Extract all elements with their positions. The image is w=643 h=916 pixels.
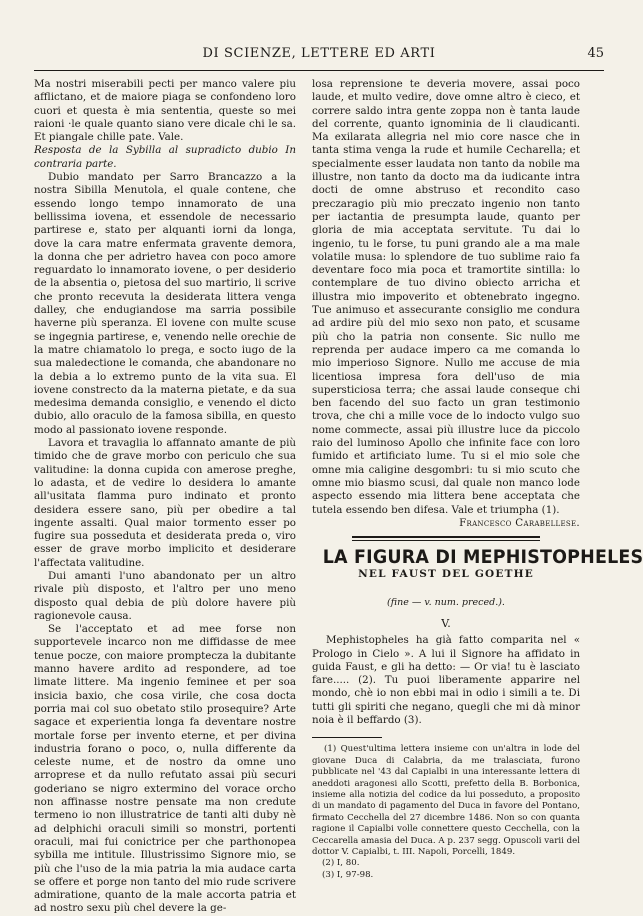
right-column: [312, 78, 643, 881]
header-rule: [34, 70, 604, 71]
body-paragraph: Dui amanti l'uno abandonato per un altro rivale più disposto, et l'altro per uno meno disposto qual debia de più dolore havere più ragionevole causa.: [34, 569, 296, 622]
running-title: DI SCIENZE, LETTERE ED ARTI: [202, 46, 436, 61]
article-title: LA FIGURA DI MEPHISTOPHELES: [322, 546, 643, 569]
article-divider: [352, 536, 540, 538]
left-column: [34, 78, 296, 916]
author-signature: Francesco Carabellese.: [459, 516, 580, 529]
opening-paragraph: Ma nostri miserabili pecti per manco valere piu afflictano, et de maiore piaga se confondeno loro cuori et questa è mia sententia, queste so mei raioni ·le quale quanto siano vere dicale chi le sa. Et piangale chille pate. Vale.: [34, 78, 296, 144]
page-number: 45: [587, 46, 604, 61]
continuation-paragraph: losa reprensione te deveria movere, assai poco laude, et multo vedire, dove omne altro è cieco, et correre saldo intra gente zoppa non è tanta laude del corrente, quanto ignominia de li claudicanti. Ma exilarata allegria nel mio core nasce che in tanta stima venga la rude et humile Cecharella; et specialmente esser laudata non tanto da nobile ma illustre, non tanto da docto ma da iudicante intra docti de omne abstruso et recondito caso preczaragio più mio preczato ingenio non tanto per iactantia de presumpta laude, quanto per gloria de mia acceptata servitute. Tu dai lo ingenio, tu le forse, tu puni grando ale a ma male volatile musa: lo splendore de tuo sublime raio fa deventare foco mia poca et tramortite sintilla: lo contemplare de tuo divino obiecto arricha et illustra mio impoverito et obtenebrato ingegno. Tue animuso et assecurante consiglio me condura ad ardire più del mio sexo non pato, et scusame più cho la patria non consente. Sic nullo me reprenda per audace impero ca me comanda lo mio imperioso Signore. Nullo me accuse de mia licentiosa impresa fora dell'uso de mia supersticiosa terra; che assai laude conseque chi ben facendo del suo facto un gran testimonio trova, che chi a mille voce de lo indocto vulgo suo nome commecte, assai più illustre luce da piccolo raio del luminoso Apollo che infinite face con loro fumido et artificiato lume. Tu si el mio sole che omne mia caligine desgombri: tu si mio scuto che omne mio biasmo scusi, dal quale non manco lode aspecto essendo mia littera bene acceptata che tutela essendo ben difesa. Vale et triumpha (1).: [312, 78, 580, 516]
footnote: (2) I, 80.: [322, 858, 360, 869]
page-header: [34, 46, 604, 66]
footnote-rule: [312, 737, 382, 738]
reply-title: Resposta de la Sybilla al supradicto dubio In contraria parte.: [34, 144, 296, 170]
footnotes: [312, 744, 580, 881]
section-numeral: V.: [441, 616, 451, 630]
article-divider-thin: [352, 540, 540, 541]
continued-note: (fine — v. num. preced.).: [387, 596, 505, 608]
body-paragraph: Dubio mandato per Sarro Brancazzo a la nostra Sibilla Menutola, el quale contene, che essendo longo tempo innamorato de una bellissima iovena, et essendole de necessario partirese e, stato per alquanti iorni da longa, dove la cara matre enfermata gravente demora, la donna che per adrietro havea con poco amore reguardato lo innamorato iovene, o per desiderio de la absentia o, pietosa del suo martirio, li scrive che pronto recevuta la desiderata littera venga dalley, che endugiandose ma sarria possibile haverne più speranza. El iovene con multe scuse se ingegnia partirese, e, venendo nelle orechie de la matre chiamatolo lo prega, e socto iugo de la sua maledectione le comanda, che abandonare no la debia a lo extremo punto de la vita sua. El iovene constrecto da la materna pietate, e da sua medesima demanda consiglio, e venendo el dicto dubio, allo oraculo de la famosa sibilla, en questo modo al passionato iovene responde.: [34, 171, 296, 436]
footnote: (1) Quest'ultima lettera insieme con un'altra in lode del giovane Duca di Calabria, da me tralasciata, furono pubblicate nel '43 dal Capialbi in una interessante lettera di aneddoti aragonesi allo Scotti, prefetto della B. Borbonica, insieme alla notizia del codice da lui posseduto, a proposito di un mandato di pagamento del Duca in favore del Pontano, firmato Cecchella del 27 dicembre 1486. Non so con quanta ragione il Capialbi volle connettere questo Cecchella, con la Ceccarella amasia del Duca. A p. 237 segg. Opuscoli varii del dottor V. Capialbi, t. III. Napoli, Porcelli, 1849.: [312, 744, 580, 858]
footnote: (3) I, 97-98.: [322, 869, 374, 880]
body-paragraph: Se l'acceptato et ad mee forse non supportevele incarco non me diffidasse de mee tenue pocze, con maiore promptecza la dubitante manno havere ardito ad respondere, ad toe limate littere. Ma ingenio feminee et per soa insicia baxio, che cosa virile, che cosa docta porria mai col suo obetato stilo prosequire? Arte sagace et experientia longa fa deventare nostre mortale forse per invento eterne, et per divina industria forano o poco, o, nulla differente da celeste nume, et de nostro da omne uno arroprese et da nullo refutato assai più securi goderiano se nigro extermino del vorace orcho non affinasse nostre pensate ma non credute termeno io non illustratrice de tanti alti duby nè ad delphichi oraculi simili so monstri, portenti oraculi, mai fui conictrice per che parthonopea sybilla me intitule. Illustrissimo Signore mio, se più che l'uso de la mia patria la mia audace carta se offere et porge non tanto del mio rude scrivere admiratione, quanto de la male accorta patria et ad nostro sexu più chel devere la ge-: [34, 623, 296, 915]
article-subtitle: NEL FAUST DEL GOETHE: [358, 568, 534, 581]
body-paragraph: Lavora et travaglia lo affannato amante de più timido che de grave morbo con periculo che sua valitudine: la donna cupida con amerose preghe, lo adasta, et de vedire lo desidera lo amante all'usitata flamma puro indinato et pronto desidera essere sano, più per obedire a tal ingente assalti. Qual maior tormento esser po fugire sua posseduta et desiderata preda o, viro esser de grave morbo implicito et desiderare l'affectata valitudine.: [34, 437, 296, 569]
article-paragraph: Mephistopheles ha già fatto comparita nel « Prologo in Cielo ». A lui il Signore ha affidato in guida Faust, e gli ha detto: — Or via! tu è lasciato fare..... (2). Tu puoi liberamente apparire nel mondo, chè io non ebbi mai in odio i simili a te. Di tutti gli spiriti che negano, quegli che mi dà minor noia è il beffardo (3).: [312, 634, 580, 727]
